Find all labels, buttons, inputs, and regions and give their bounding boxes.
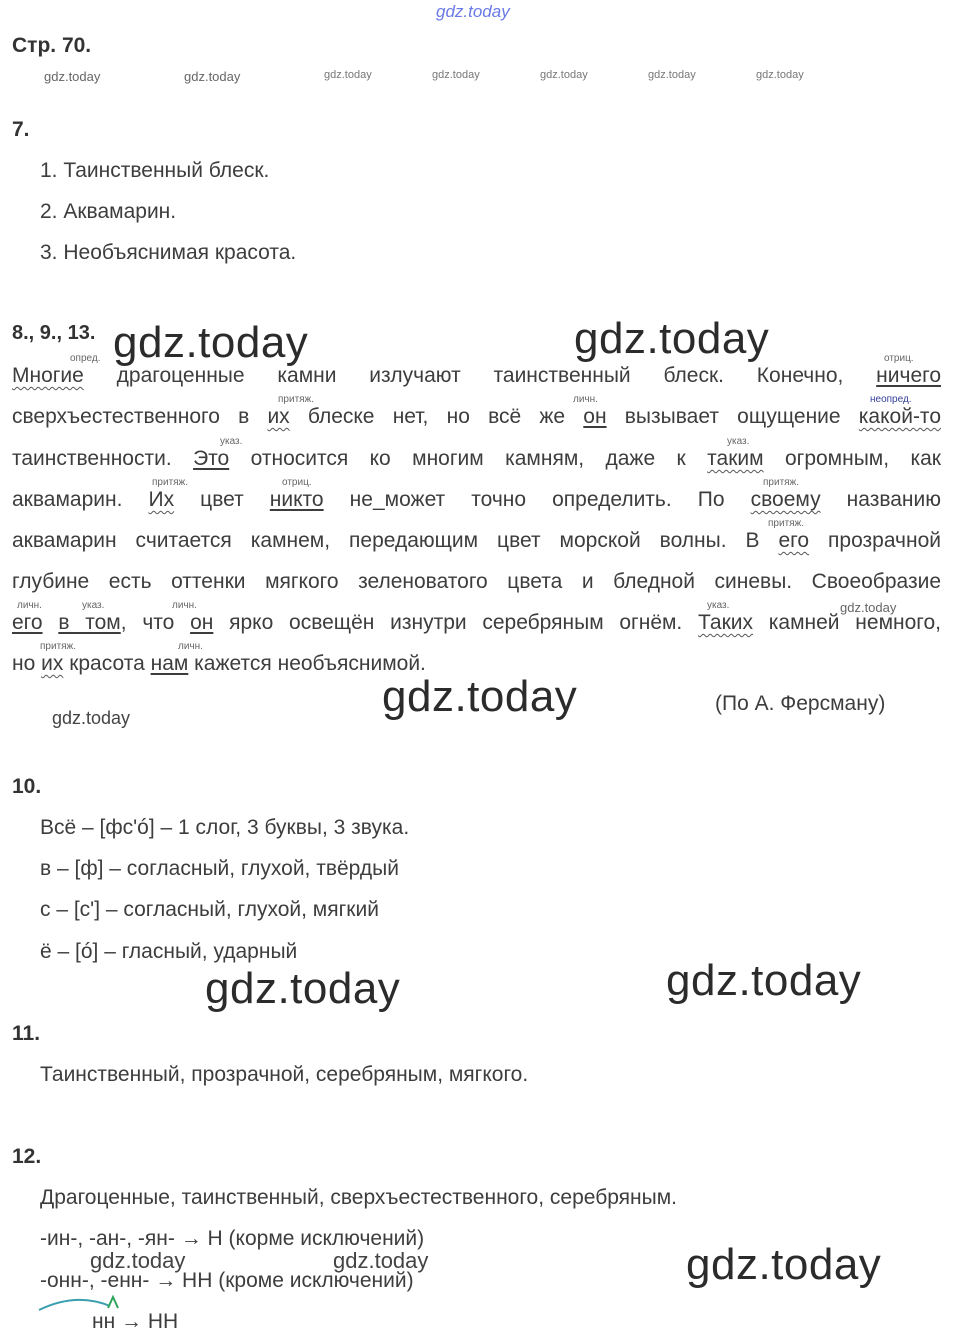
mark-otric: отриц. — [282, 477, 312, 488]
watermark-small: gdz.today — [540, 69, 588, 81]
analyzed-pronoun: он — [583, 405, 607, 428]
mark-lichn: личн. — [172, 600, 197, 611]
mark-lichn: личн. — [178, 641, 203, 652]
page-title: Стр. 70. — [12, 34, 92, 57]
analyzed-pronoun: нам — [150, 652, 189, 675]
analyzed-pronoun: его — [12, 611, 43, 634]
mark-otric: отриц. — [884, 353, 914, 364]
list-item: 1. Таинственный блеск. — [40, 159, 270, 182]
paragraph-line: Многие драгоценные камни излучают таинственный блеск. Конечно, ничего — [12, 364, 941, 387]
phonetic-line: Всё – [фс'ó] – 1 слог, 3 буквы, 3 звука. — [40, 816, 410, 839]
watermark-small: gdz.today — [333, 1248, 429, 1273]
watermark-small: gdz.today — [432, 69, 480, 81]
mark-opred: опред. — [70, 353, 101, 364]
paragraph-line: но их красота нам кажется необъяснимой. — [12, 652, 426, 675]
phonetic-line: в – [ф] – согласный, глухой, твёрдый — [40, 857, 399, 880]
mark-lichn: личн. — [573, 394, 598, 405]
list-item: 2. Аквамарин. — [40, 200, 177, 223]
analyzed-pronoun: ничего — [876, 364, 941, 387]
task-number: 12. — [12, 1145, 42, 1168]
task-number: 10. — [12, 775, 42, 798]
answer-text: Драгоценные, таинственный, сверхъестественного, серебряным. — [40, 1186, 678, 1209]
watermark-small: gdz.today — [648, 69, 696, 81]
watermark-large: gdz.today — [113, 318, 309, 367]
analyzed-pronoun: Их — [148, 488, 175, 511]
watermark-large: gdz.today — [205, 964, 401, 1013]
analyzed-pronoun: Таких — [698, 611, 754, 634]
analyzed-pronoun: Это — [193, 447, 230, 470]
paragraph-line: сверхъестественного в их блеске нет, но всё же он вызывает ощущение какой-то — [12, 405, 941, 428]
watermark-large: gdz.today — [382, 672, 578, 721]
rule-line: -онн-, -енн- → НН (кроме исключений) — [40, 1269, 414, 1292]
mark-prityazh: притяж. — [768, 518, 805, 529]
mark-prityazh: притяж. — [40, 641, 77, 652]
analyzed-pronoun: он — [190, 611, 214, 634]
rule-line: -ин-, -ан-, -ян- → Н (корме исключений) — [40, 1227, 425, 1250]
analyzed-pronoun: какой-то — [858, 405, 941, 428]
analyzed-pronoun: Многие — [12, 364, 84, 387]
task-number: 8., 9., 13. — [12, 322, 96, 344]
mark-prityazh: притяж. — [152, 477, 189, 488]
watermark-top: gdz.today — [436, 2, 510, 21]
watermark-small: gdz.today — [52, 708, 131, 728]
mark-prityazh: притяж. — [763, 477, 800, 488]
mark-ukaz: указ. — [220, 436, 243, 447]
analyzed-pronoun: его — [778, 529, 810, 552]
analyzed-pronoun: таким — [707, 447, 764, 470]
mark-ukaz: указ. — [82, 600, 105, 611]
answer-text: Таинственный, прозрачной, серебряным, мягкого. — [40, 1063, 529, 1086]
rule-line: нн → НН — [92, 1310, 179, 1333]
task-number: 11. — [12, 1022, 41, 1045]
watermark-small: gdz.today — [44, 69, 101, 84]
analyzed-pronoun: никто — [269, 488, 324, 511]
mark-ukaz: указ. — [707, 600, 730, 611]
watermark-small: gdz.today — [184, 69, 241, 84]
paragraph-line: его в том, что он ярко освещён изнутри серебряным огнём. Таких камней немного, — [12, 611, 941, 634]
phonetic-line: ё – [ó] – гласный, ударный — [40, 940, 298, 963]
watermark-large: gdz.today — [686, 1240, 882, 1289]
paragraph-line: аквамарин. Их цвет никто не_может точно определить. По своему названию — [12, 488, 941, 511]
watermark-large: gdz.today — [666, 956, 862, 1005]
source-attribution: (По А. Ферсману) — [715, 692, 886, 715]
mark-neopred: неопред. — [870, 394, 912, 405]
analyzed-pronoun: их — [41, 652, 64, 675]
analyzed-pronoun: их — [267, 405, 290, 428]
watermark-small: gdz.today — [756, 69, 804, 81]
watermark-small: gdz.today — [840, 600, 897, 615]
mark-prityazh: притяж. — [278, 394, 315, 405]
watermark-small: gdz.today — [90, 1248, 186, 1273]
analyzed-pronoun: в том — [58, 611, 121, 634]
paragraph-line: аквамарин считается камнем, передающим цвет морской волны. В его прозрачной — [12, 529, 941, 552]
paragraph-line: глубине есть оттенки мягкого зеленоватого цвета и бледной синевы. Своеобразие — [12, 570, 941, 593]
mark-lichn: личн. — [17, 600, 42, 611]
phonetic-line: с – [с'] – согласный, глухой, мягкий — [40, 898, 379, 921]
paragraph-line: таинственности. Это относится ко многим камням, даже к таким огромным, как — [12, 447, 941, 470]
mark-ukaz: указ. — [727, 436, 750, 447]
task-number: 7. — [12, 118, 30, 141]
watermark-small: gdz.today — [324, 69, 372, 81]
watermark-large: gdz.today — [574, 314, 770, 363]
list-item: 3. Необъяснимая красота. — [40, 241, 297, 264]
analyzed-pronoun: своему — [750, 488, 821, 511]
